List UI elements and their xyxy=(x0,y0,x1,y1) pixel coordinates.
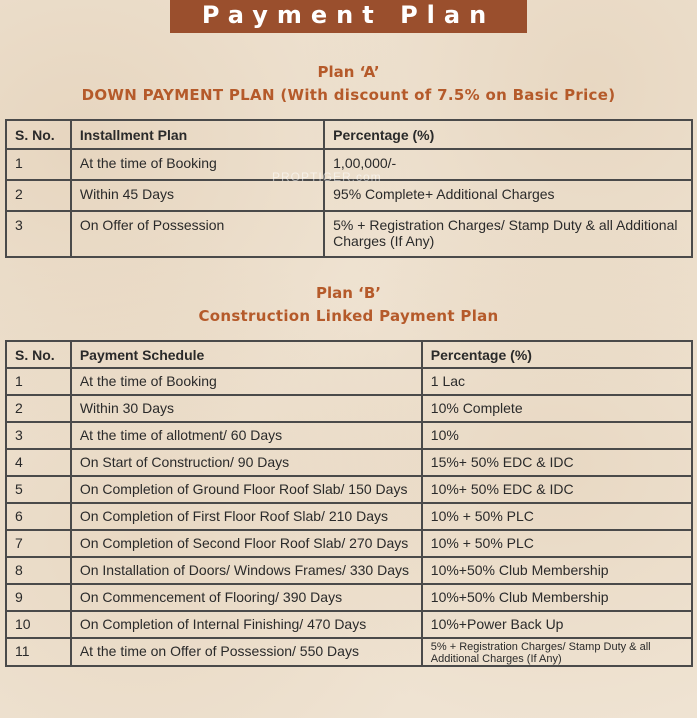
table-cell: On Commencement of Flooring/ 390 Days xyxy=(71,584,422,611)
table-cell: 5% + Registration Charges/ Stamp Duty & all Additional Charges (If Any) xyxy=(324,211,692,257)
plan-b-table xyxy=(5,340,693,667)
plan-a-subtitle: DOWN PAYMENT PLAN (With discount of 7.5% on Basic Price) xyxy=(81,86,616,104)
table-cell: 10%+ 50% EDC & IDC xyxy=(422,476,692,503)
table-cell: 11 xyxy=(6,638,71,666)
table-cell: 2 xyxy=(6,395,71,422)
table-cell: 1 xyxy=(6,149,71,180)
table-cell: On Completion of Ground Floor Roof Slab/ 150 Days xyxy=(71,476,422,503)
table-cell: At the time on Offer of Possession/ 550 Days xyxy=(71,638,422,666)
table-row xyxy=(6,503,692,530)
table-row xyxy=(6,638,692,666)
table-cell: 10%+Power Back Up xyxy=(422,611,692,638)
table-cell: 3 xyxy=(6,422,71,449)
table-cell: 1 xyxy=(6,368,71,395)
table-row xyxy=(6,611,692,638)
table-cell: 2 xyxy=(6,180,71,211)
table-cell: 8 xyxy=(6,557,71,584)
table-row xyxy=(6,530,692,557)
table-cell: 3 xyxy=(6,211,71,257)
table-cell: Within 45 Days xyxy=(71,180,324,211)
table-cell: 1,00,000/- xyxy=(324,149,692,180)
table-cell: 5 xyxy=(6,476,71,503)
table-cell: 15%+ 50% EDC & IDC xyxy=(422,449,692,476)
table-cell: 5% + Registration Charges/ Stamp Duty & all Additional Charges (If Any) xyxy=(422,638,692,666)
table-cell: On Installation of Doors/ Windows Frames/ 330 Days xyxy=(71,557,422,584)
table-row xyxy=(6,211,692,257)
table-cell: On Start of Construction/ 90 Days xyxy=(71,449,422,476)
table-cell: At the time of allotment/ 60 Days xyxy=(71,422,422,449)
table-row xyxy=(6,149,692,180)
table-cell: 10%+50% Club Membership xyxy=(422,584,692,611)
column-header: Payment Schedule xyxy=(71,341,422,368)
table-cell: 10% + 50% PLC xyxy=(422,530,692,557)
column-header: Percentage (%) xyxy=(422,341,692,368)
table-row xyxy=(6,584,692,611)
table-header-row xyxy=(6,341,692,368)
table-cell: 10% xyxy=(422,422,692,449)
column-header: S. No. xyxy=(6,341,71,368)
table-cell: On Completion of Second Floor Roof Slab/ 270 Days xyxy=(71,530,422,557)
table-cell: 4 xyxy=(6,449,71,476)
table-cell: 1 Lac xyxy=(422,368,692,395)
plan-b-subtitle: Construction Linked Payment Plan xyxy=(198,307,499,325)
plan-a-table xyxy=(5,119,693,258)
table-cell: On Offer of Possession xyxy=(71,211,324,257)
page-title-banner: Payment Plan xyxy=(170,0,527,33)
table-row xyxy=(6,557,692,584)
column-header: S. No. xyxy=(6,120,71,149)
table-cell: 9 xyxy=(6,584,71,611)
plan-a-label: Plan ‘A’ xyxy=(317,63,380,81)
table-cell: 10% Complete xyxy=(422,395,692,422)
table-cell: On Completion of First Floor Roof Slab/ 210 Days xyxy=(71,503,422,530)
table-cell: At the time of Booking xyxy=(71,368,422,395)
column-header: Installment Plan xyxy=(71,120,324,149)
table-row xyxy=(6,368,692,395)
table-cell: On Completion of Internal Finishing/ 470 Days xyxy=(71,611,422,638)
table-cell: 6 xyxy=(6,503,71,530)
table-row xyxy=(6,180,692,211)
column-header: Percentage (%) xyxy=(324,120,692,149)
table-cell: 10% + 50% PLC xyxy=(422,503,692,530)
table-cell: 10 xyxy=(6,611,71,638)
table-cell: 7 xyxy=(6,530,71,557)
table-row xyxy=(6,449,692,476)
table-row xyxy=(6,395,692,422)
table-cell: 10%+50% Club Membership xyxy=(422,557,692,584)
table-cell: 95% Complete+ Additional Charges xyxy=(324,180,692,211)
table-row xyxy=(6,422,692,449)
table-cell: Within 30 Days xyxy=(71,395,422,422)
table-row xyxy=(6,476,692,503)
table-header-row xyxy=(6,120,692,149)
table-cell: At the time of Booking xyxy=(71,149,324,180)
watermark: PROPTIGER.com xyxy=(272,170,382,184)
plan-b-label: Plan ‘B’ xyxy=(316,284,381,302)
